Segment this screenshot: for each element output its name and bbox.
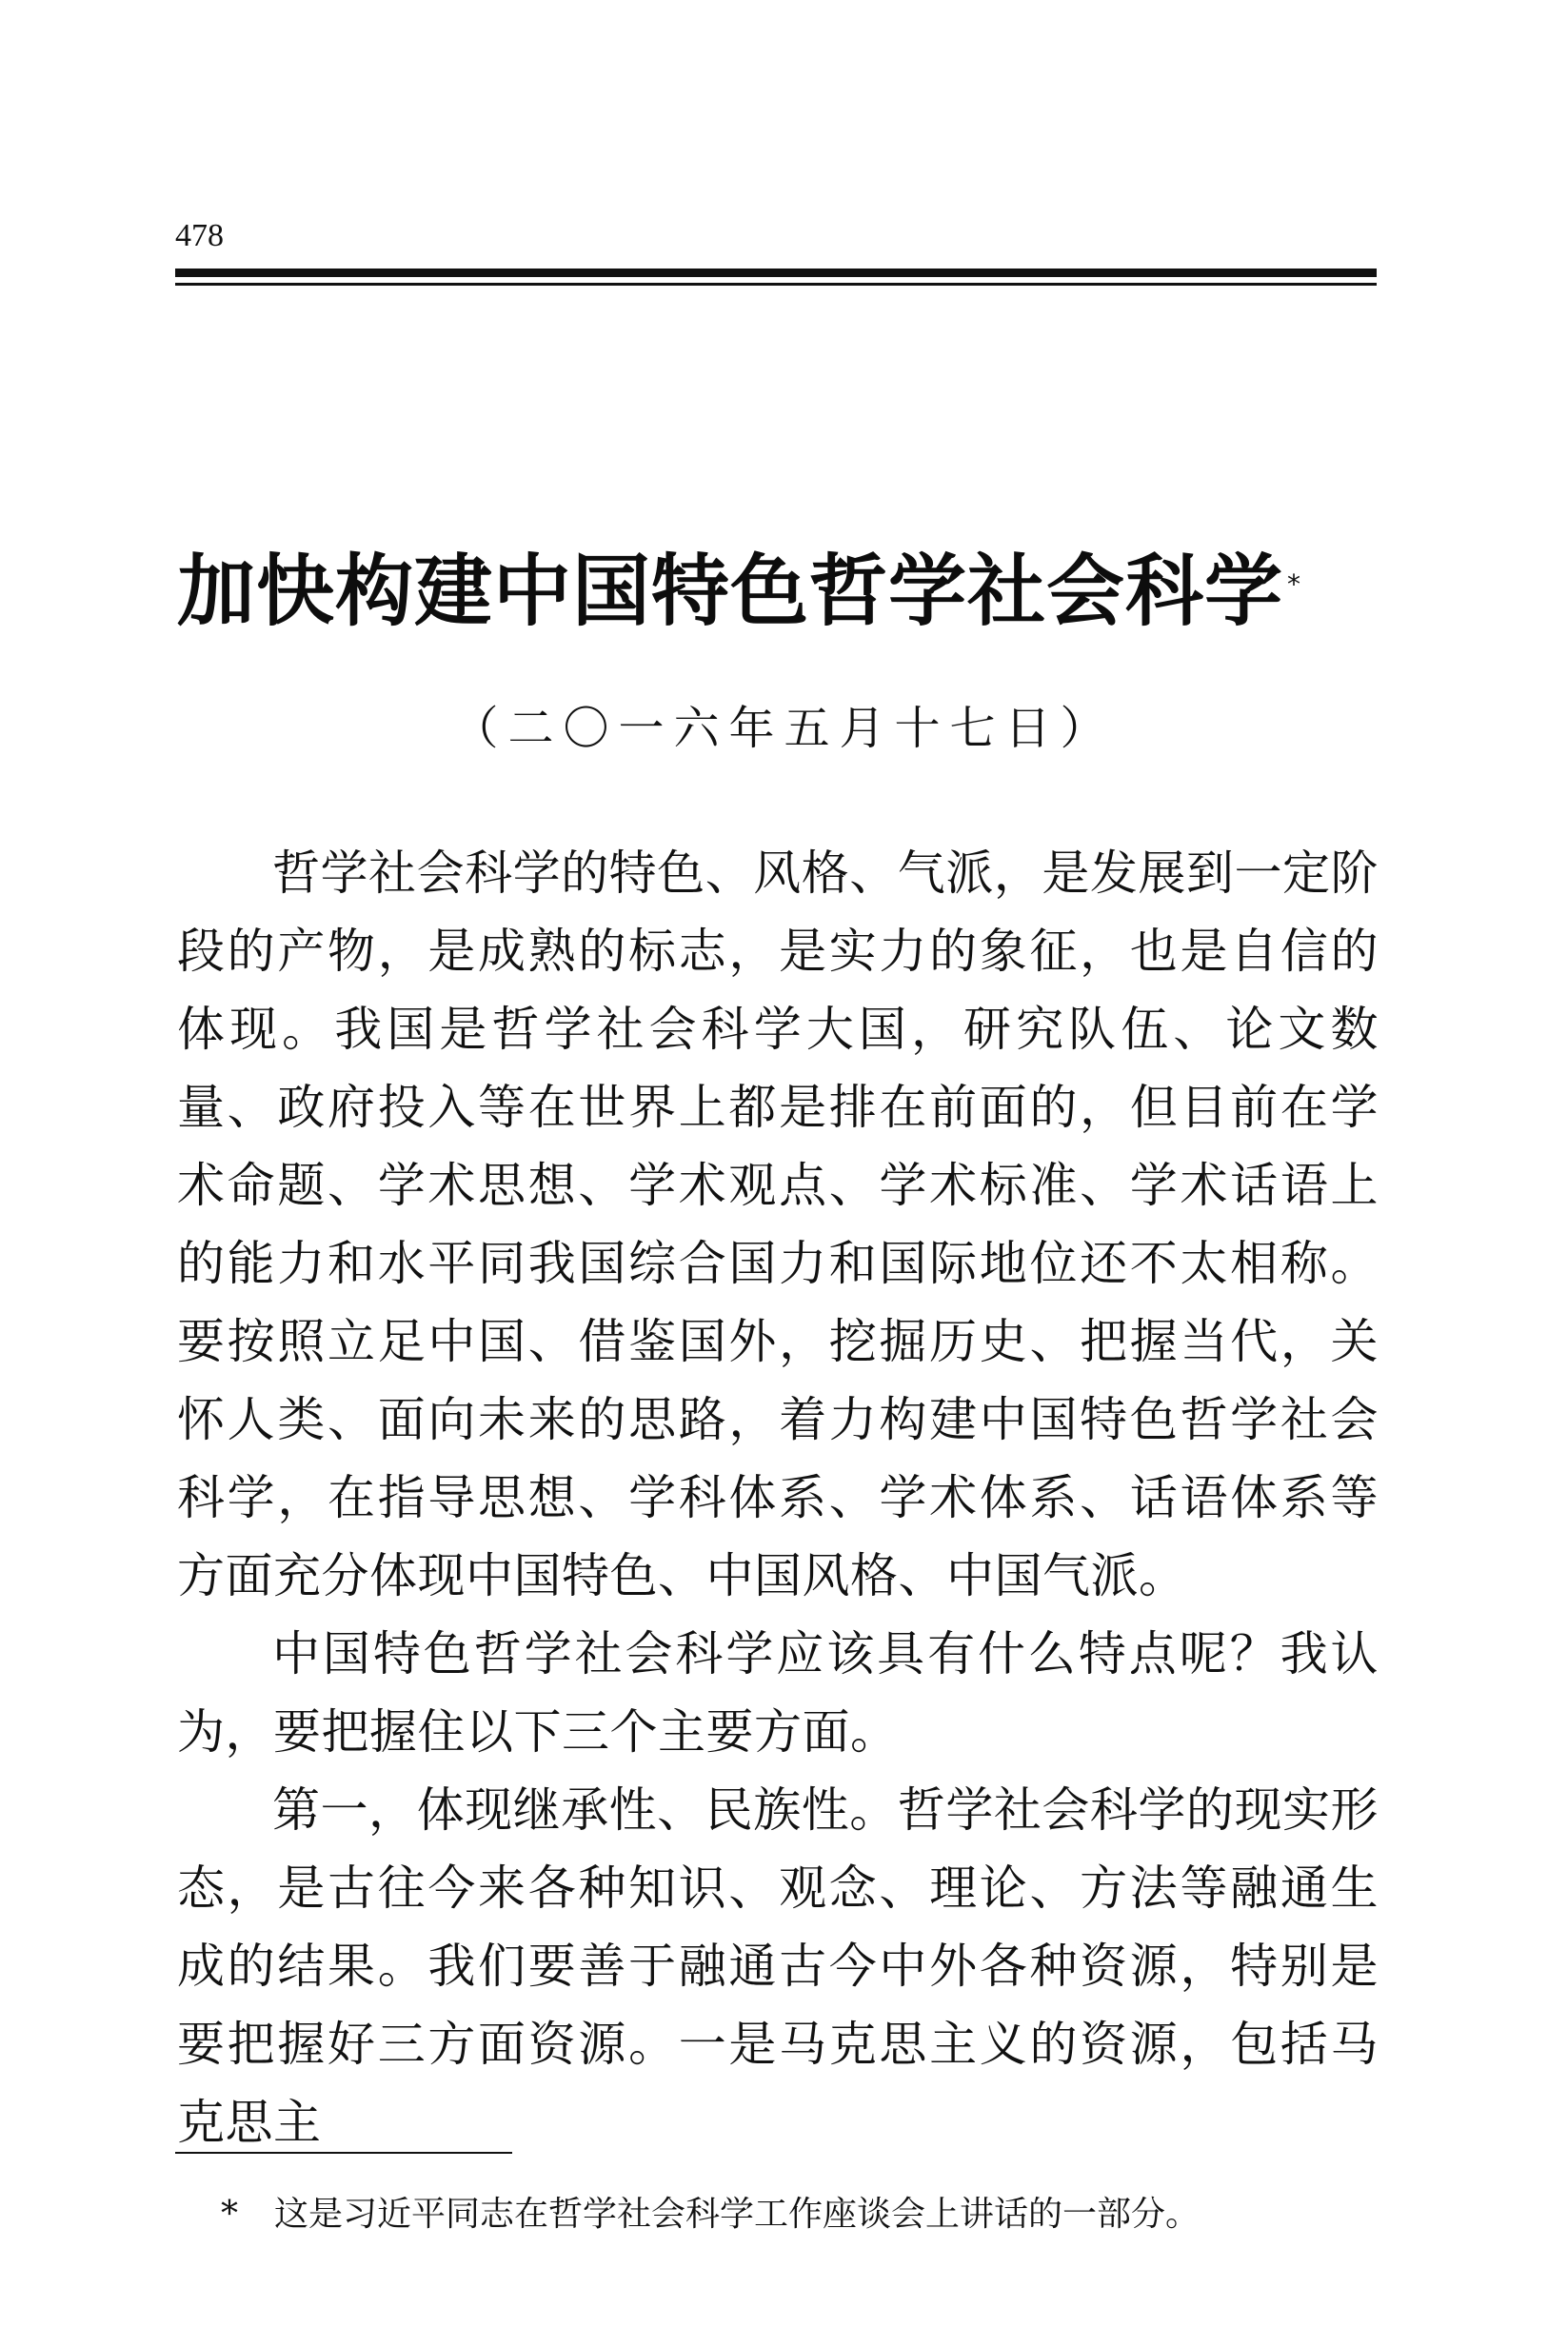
article-body <box>177 834 1379 2161</box>
paragraph-2: 中国特色哲学社会科学应该具有什么特点呢？我认为，要把握住以下三个主要方面。 <box>177 1626 1379 1760</box>
article-title <box>177 545 1396 640</box>
article-title-text: 加快构建中国特色哲学社会科学 <box>177 547 1284 637</box>
footnote-rule <box>175 2152 512 2154</box>
footnote-text: 这是习近平同志在哲学社会科学工作座谈会上讲话的一部分。 <box>274 2195 1201 2234</box>
page-number: 478 <box>175 218 224 253</box>
header-rule-thin <box>175 283 1377 286</box>
header-rule-thick <box>175 269 1377 277</box>
footnote-mark: * <box>221 2195 238 2234</box>
footnote <box>221 2192 1344 2238</box>
footnote-reference-mark: * <box>1287 568 1302 600</box>
article-date: （二〇一六年五月十七日） <box>452 702 1116 755</box>
paragraph-3: 第一，体现继承性、民族性。哲学社会科学的现实形态，是古往今来各种知识、观念、理论、方法等融通生成的结果。我们要善于融通古今中外各种资源，特别是要把握好三方面资源。一是马克思主义的资源，包括马克思主 <box>177 1782 1379 2150</box>
paragraph-1: 哲学社会科学的特色、风格、气派，是发展到一定阶段的产物，是成熟的标志，是实力的象征，也是自信的体现。我国是哲学社会科学大国，研究队伍、论文数量、政府投入等在世界上都是排在前面的，但目前在学术命题、学术思想、学术观点、学术标准、学术话语上的能力和水平同我国综合国力和国际地位还不太相称。要按照立足中国、借鉴国外，挖掘历史、把握当代，关怀人类、面向未来的思路，着力构建中国特色哲学社会科学，在指导思想、学科体系、学术体系、话语体系等方面充分体现中国特色、中国风格、中国气派。 <box>177 846 1379 1603</box>
